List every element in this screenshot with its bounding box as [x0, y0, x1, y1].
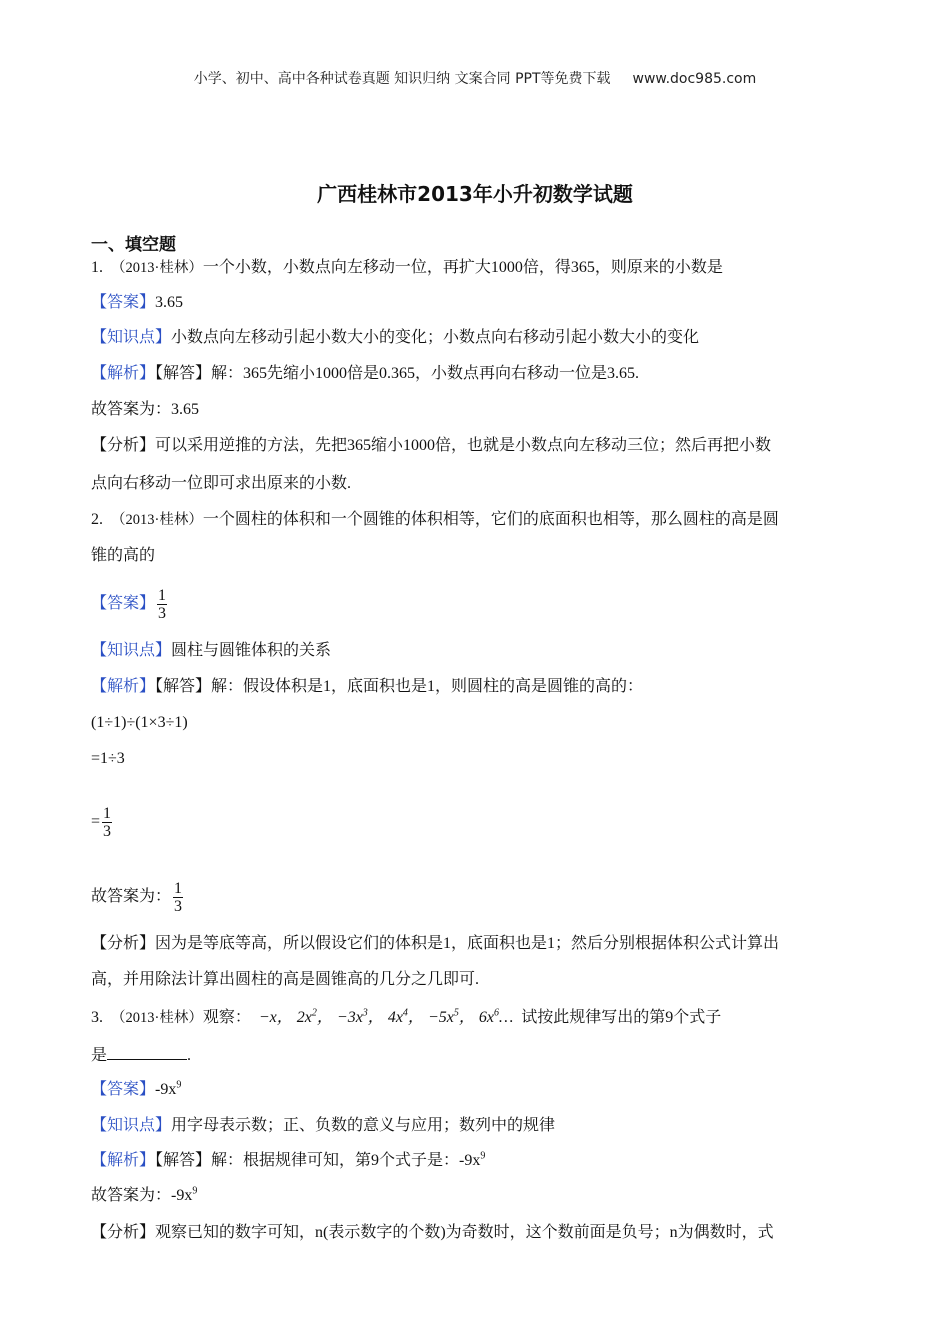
q2-final: 故答案为： $\frac{1}{3}$	[91, 879, 183, 915]
q2-answer-fraction: $\frac{1}{3}$	[158, 586, 167, 622]
q1-stem: 1. （2013·桂林）一个小数，小数点向左移动一位，再扩大1000倍，得365，则原来的小数是	[91, 259, 723, 276]
q1-final: 故答案为：3.65	[91, 401, 200, 418]
q3-answer: 【答案】$-9x^9$	[91, 1079, 182, 1098]
q2-stem-1: 2. （2013·桂林）一个圆柱的体积和一个圆锥的体积相等，它们的底面积也相等，那么圆柱的高是圆	[91, 511, 779, 528]
q2-analysis: 【解析】【解答】解：假设体积是1，底面积也是1，则圆柱的高是圆锥的高的：	[91, 678, 644, 695]
q2-fenxi-1: 【分析】因为是等底等高，所以假设它们的体积是1，底面积也是1；然后分别根据体积公式计算出	[91, 935, 780, 952]
q1-answer: 【答案】3.65	[91, 294, 184, 311]
q3-analysis: 【解析】【解答】解：根据规律可知，第9个式子是：$-9x^9$	[91, 1150, 486, 1169]
q1-analysis: 【解析】【解答】解：365先缩小1000倍是0.365，小数点再向右移动一位是3.65.	[91, 365, 640, 382]
q2-step-1: (1÷1)÷(1×3÷1)	[91, 714, 188, 731]
q3-fenxi-1: 【分析】观察已知的数字可知，n(表示数字的个数)为奇数时，这个数前面是负号；n为偶数时，式	[91, 1224, 774, 1241]
q3-answer-blank	[107, 1043, 187, 1060]
q2-step-fraction: $\frac{1}{3}$	[103, 804, 112, 840]
q2-answer: 【答案】 $\frac{1}{3}$	[91, 586, 167, 622]
q1-fenxi-1: 【分析】可以采用逆推的方法，先把365缩小1000倍，也就是小数点向左移动三位；然后再把小数	[91, 437, 772, 454]
q3-final: 故答案为：$-9x^9$	[91, 1185, 198, 1204]
section-heading: 一、填空题	[91, 235, 176, 255]
header-website[interactable]: www.doc985.com	[632, 71, 757, 87]
q2-knowledge: 【知识点】圆柱与圆锥体积的关系	[91, 642, 332, 659]
q3-sequence: −x， $2x^2$， $-3x^3$， $4x^4$， $-5x^5$， $6x^6\dots$	[258, 1007, 514, 1026]
q1-fenxi-2: 点向右移动一位即可求出原来的小数.	[91, 475, 352, 492]
q3-stem-1: 3. （2013·桂林）观察： −x， $2x^2$， $-3x^3$， $4x^4$， $-5x^5$， $6x^6\dots$ 试按此规律写出的第9个式子	[91, 1007, 722, 1026]
q3-knowledge: 【知识点】用字母表示数；正、负数的意义与应用；数列中的规律	[91, 1117, 556, 1134]
q2-stem-2: 锥的高的	[91, 547, 156, 564]
page-title: 广西桂林市2013年小升初数学试题	[317, 182, 633, 206]
page-header	[0, 68, 950, 88]
q1-knowledge: 【知识点】小数点向左移动引起小数大小的变化；小数点向右移动引起小数大小的变化	[91, 329, 700, 346]
q2-step-2: =1÷3	[91, 750, 125, 767]
q2-fenxi-2: 高，并用除法计算出圆柱的高是圆锥高的几分之几即可.	[91, 971, 480, 988]
q3-stem-2: 是 .	[91, 1043, 191, 1067]
header-text: 小学、初中、高中各种试卷真题 知识归纳 文案合同 PPT等免费下载	[193, 71, 611, 87]
q2-step-3: = $\frac{1}{3}$	[91, 804, 112, 840]
q2-final-fraction: $\frac{1}{3}$	[174, 879, 183, 915]
